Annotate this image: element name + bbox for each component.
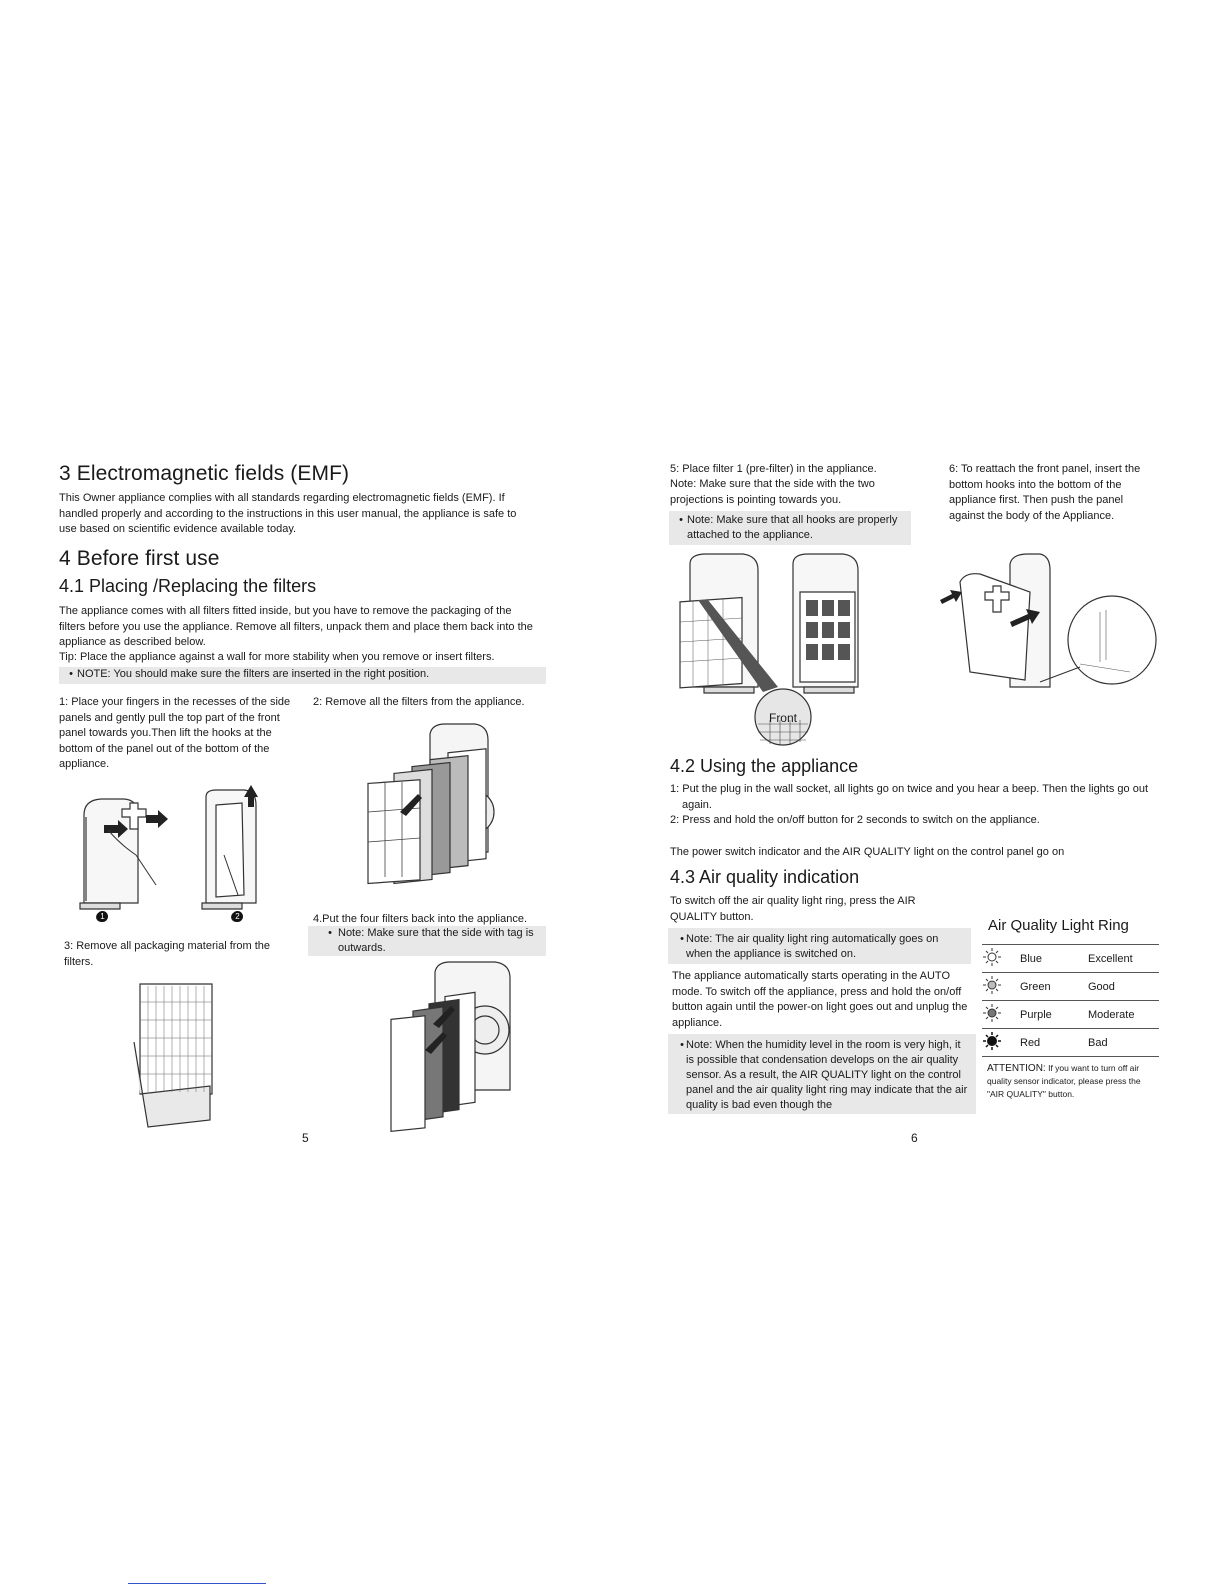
step-1-text: 1: Place your fingers in the recesses of the side panels and gently pull the top part of the front panel towards you.Then lift the hooks at the bottom of the panel out of the bottom of the appliance. [59,696,291,770]
light-ring-title: Air Quality Light Ring [988,917,1129,934]
air-quality-heading: 4.3 Air quality indication [670,867,860,887]
bullet-icon: • [680,933,684,945]
ring-level: Bad [1088,1029,1159,1057]
step-6-text: 6: To reattach the front panel, insert the bottom hooks into the bottom of the appliance first. Then push the panel against the body of the Appliance. [949,463,1141,522]
sun-dark-icon [982,1029,1020,1057]
using-step-1 [670,782,1160,813]
ring-color: Red [1020,1029,1088,1057]
tip-text: Tip: Place the appliance against a wall for more stability when you remove or insert filters. [59,651,495,663]
footer-link-underline [128,1583,266,1584]
note-humidity [668,1034,976,1114]
figure-label-2: 2 [232,911,243,922]
ring-level: Moderate [1088,1001,1159,1029]
step-6-illustration [940,552,1155,692]
attention-label: ATTENTION: [987,1063,1046,1074]
ring-level: Excellent [1088,945,1159,973]
using-step-1-text: 1: Put the plug in the wall socket, all lights go on twice and you hear a beep. Then the lights go out again. [670,783,1148,811]
ring-level: Good [1088,973,1159,1001]
bullet-icon: • [679,514,683,526]
light-ring-row [982,1029,1159,1057]
note-hooks-text: Note: Make sure that all hooks are properly attached to the appliance. [687,514,898,541]
bullet-icon: • [328,927,332,939]
light-ring-row [982,945,1159,973]
light-ring-table [982,944,1159,1057]
step-4-illustration [385,960,520,1120]
bullet-icon: • [680,1039,684,1051]
placing-filters-paragraph: The appliance comes with all filters fitted inside, but you have to remove the packaging of the filters before you use the appliance. Remove all filters, unpack them and place them back into the appliance as described below. [59,605,533,648]
ring-color: Purple [1020,1001,1088,1029]
note-filters-position [59,667,546,684]
step-1-illustration [66,785,266,930]
placing-filters-heading: 4.1 Placing /Replacing the filters [59,576,317,596]
ring-color: Green [1020,973,1088,1001]
step-2-illustration [360,722,520,882]
note-light-ring-text: Note: The air quality light ring automatically goes on when the appliance is switched on. [686,933,939,960]
auto-mode-paragraph: The appliance automatically starts operating in the AUTO mode. To switch off the appliance, press and hold the on/off button again until the power-on light goes out and unplug the appliance. [672,970,968,1029]
note-tag-outwards [308,926,546,956]
step-3-text: 3: Remove all packaging material from the filters. [64,940,271,968]
air-quality-paragraph: To switch off the air quality light ring, press the AIR QUALITY button. [670,895,916,923]
step-4-text: 4.Put the four filters back into the appliance. [313,913,528,925]
sun-outline-icon [982,945,1020,973]
page-number-left: 5 [302,1131,309,1145]
figure-label-1: 1 [97,911,108,922]
using-indicator-text: The power switch indicator and the AIR QUALITY light on the control panel go on [670,846,1065,858]
step-2-text: 2: Remove all the filters from the appliance. [313,696,525,708]
emf-paragraph: This Owner appliance complies with all standards regarding electromagnetic fields (EMF). If handled properly and according to the instructions in this user manual, the appliance is safe to use based on scientific evidence available today. [59,492,517,535]
attention-note [987,1062,1147,1101]
front-label: Front [768,711,797,725]
sun-light-icon [982,973,1020,1001]
before-first-use-heading: 4 Before first use [59,547,220,570]
emf-heading: 3 Electromagnetic fields (EMF) [59,462,350,485]
using-appliance-heading: 4.2 Using the appliance [670,756,859,776]
ring-color: Blue [1020,945,1088,973]
note-humidity-text: Note: When the humidity level in the room is very high, it is possible that condensation develops on the air quality sensor. As a result, the AIR QUALITY light on the control panel and the air quality light ring may indicate that the air quality is bad even though the [686,1039,968,1111]
attention-text: If you want to turn off air quality sensor indicator, please press the "AIR QUALITY" button. [987,1063,1141,1099]
light-ring-row [982,1001,1159,1029]
step-3-illustration [128,982,218,1132]
using-step-2: 2: Press and hold the on/off button for 2 seconds to switch on the appliance. [670,814,1040,826]
note-filters-position-text: NOTE: You should make sure the filters are inserted in the right position. [77,668,430,680]
sun-medium-icon [982,1001,1020,1029]
light-ring-row [982,973,1159,1001]
note-light-ring [668,928,971,964]
step-5-line-1: 5: Place filter 1 (pre-filter) in the appliance. [670,463,877,475]
step-5-line-2: Note: Make sure that the side with the two projections is pointing towards you. [670,478,875,506]
page-number-right: 6 [911,1131,918,1145]
bullet-icon: • [69,668,73,680]
note-hooks [669,511,911,545]
note-tag-outwards-text: Note: Make sure that the side with tag is outwards. [338,927,534,954]
